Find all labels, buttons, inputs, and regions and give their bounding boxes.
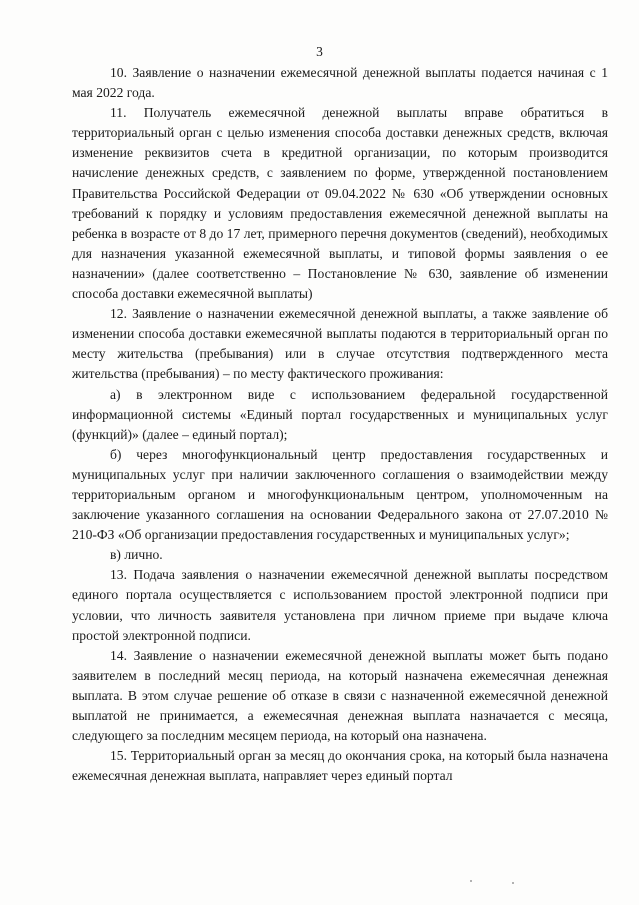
paragraph-14: 14. Заявление о назначении ежемесячной денежной выплаты может быть подано заявителем в последний месяц периода, на который назначена ежемесячная денежная выплата. В этом случае решение об отказе в связи с назначенной ежемесячной денежной выплатой не принимается, а ежемесячная денежная выплата назначается с месяца, следующего за последним месяцем периода, на который она назначена. <box>72 647 608 744</box>
paragraph-12-item-v: в) лично. <box>110 547 163 563</box>
paragraph-12-item-a: а) в электронном виде с использованием федеральной государственной информационной системы «Единый портал государственных и муниципальных услуг (функций)» (далее – единый портал); <box>72 386 608 442</box>
document-body <box>72 63 608 786</box>
paragraph-10: 10. Заявление о назначении ежемесячной денежной выплаты подается начиная с 1 мая 2022 года. <box>72 65 608 101</box>
paragraph-12: 12. Заявление о назначении ежемесячной денежной выплаты, а также заявление об изменении способа доставки ежемесячной выплаты подаются в территориальный орган по месту жительства (пребывания) или в случае отсутствия подтвержденного места жительства (пребывания) – по месту фактического проживания: <box>72 306 608 382</box>
scan-speck <box>512 882 514 884</box>
paragraph-12-item-b: б) через многофункциональный центр предоставления государственных и муниципальных услуг при наличии заключенного соглашения о взаимодействии между территориальным органом и многофункциональным центром, уполномоченным на заключение указанного соглашения на основании Федерального закона от 27.07.2010 № 210-ФЗ «Об организации предоставления государственных и муниципальных услуг»; <box>72 446 608 543</box>
page-number: 3 <box>316 44 323 59</box>
paragraph-15: 15. Территориальный орган за месяц до окончания срока, на который была назначена ежемесячная денежная выплата, направляет через единый портал <box>72 748 608 784</box>
paragraph-13: 13. Подача заявления о назначении ежемесячной денежной выплаты посредством единого портала осуществляется с использованием простой электронной подписи при условии, что личность заявителя установлена при личном приеме при выдаче ключа простой электронной подписи. <box>72 567 608 643</box>
paragraph-11: 11. Получатель ежемесячной денежной выплаты вправе обратиться в территориальный орган с целью изменения способа доставки денежных средств, включая изменение реквизитов счета в кредитной организации, по которым производится начисление денежных средств, с заявлением по форме, утвержденной постановлением Правительства Российской Федерации от 09.04.2022 № 630 «Об утверждении основных требований к порядку и условиям предоставления ежемесячной денежной выплаты на ребенка в возрасте от 8 до 17 лет, примерного перечня документов (сведений), необходимых для назначения указанной ежемесячной выплаты, и типовой формы заявления о ее назначении» (далее соответственно – Постановление № 630, заявление об изменении способа доставки ежемесячной выплаты) <box>72 105 608 302</box>
scan-speck <box>470 880 472 882</box>
